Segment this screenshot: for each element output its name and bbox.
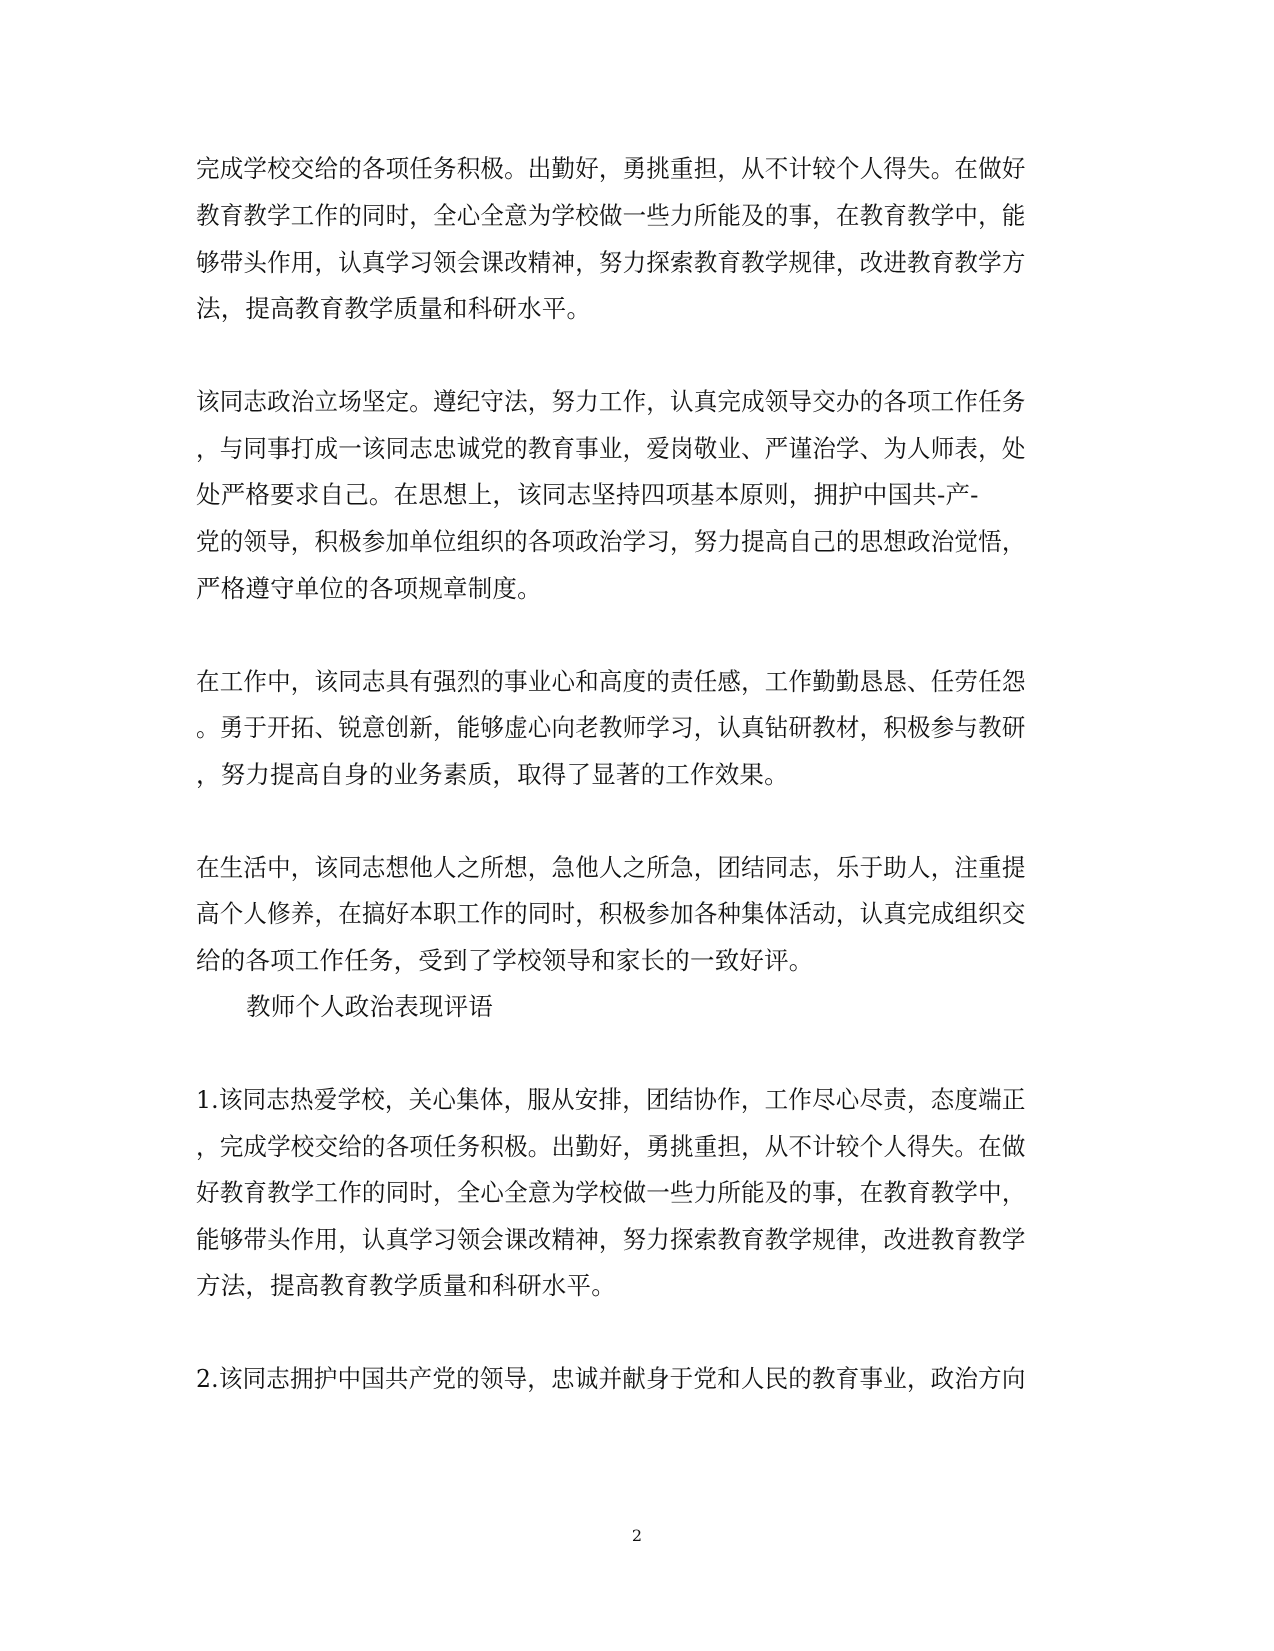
text-line: ，与同事打成一该同志忠诚党的教育事业，爱岗敬业、严谨治学、为人师表，处 bbox=[196, 434, 1026, 463]
text-line: 好教育教学工作的同时，全心全意为学校做一些力所能及的事，在教育教学中， bbox=[196, 1178, 1026, 1207]
text-line: ，努力提高自身的业务素质，取得了显著的工作效果。 bbox=[196, 760, 789, 789]
text-line: 够带头作用，认真学习领会课改精神，努力探索教育教学规律，改进教育教学方 bbox=[196, 248, 1026, 277]
text-line: 给的各项工作任务，受到了学校领导和家长的一致好评。 bbox=[196, 946, 814, 975]
text-line: 高个人修养，在搞好本职工作的同时，积极参加各种集体活动，认真完成组织交 bbox=[196, 899, 1026, 928]
section-heading: 教师个人政治表现评语 bbox=[246, 992, 493, 1021]
text-line: 在工作中，该同志具有强烈的事业心和高度的责任感，工作勤勤恳恳、任劳任怨 bbox=[196, 667, 1026, 696]
text-line: 。勇于开拓、锐意创新，能够虚心向老教师学习，认真钻研教材，积极参与教研 bbox=[196, 713, 1026, 742]
text-line: 严格遵守单位的各项规章制度。 bbox=[196, 574, 542, 603]
text-line: 能够带头作用，认真学习领会课改精神，努力探索教育教学规律，改进教育教学 bbox=[196, 1225, 1026, 1254]
page-number: 2 bbox=[631, 1526, 643, 1545]
text-line: 在生活中，该同志想他人之所想，急他人之所急，团结同志，乐于助人，注重提 bbox=[196, 853, 1026, 882]
text-line: 方法，提高教育教学质量和科研水平。 bbox=[196, 1271, 616, 1300]
text-line: 完成学校交给的各项任务积极。出勤好，勇挑重担，从不计较个人得失。在做好 bbox=[196, 154, 1026, 183]
text-line: 教育教学工作的同时，全心全意为学校做一些力所能及的事，在教育教学中，能 bbox=[196, 201, 1026, 230]
text-line: ，完成学校交给的各项任务积极。出勤好，勇挑重担，从不计较个人得失。在做 bbox=[196, 1132, 1026, 1161]
text-line: 2.该同志拥护中国共产党的领导，忠诚并献身于党和人民的教育事业，政治方向 bbox=[196, 1364, 1026, 1393]
text-line: 法，提高教育教学质量和科研水平。 bbox=[196, 294, 592, 323]
text-line: 1.该同志热爱学校，关心集体，服从安排，团结协作，工作尽心尽责，态度端正 bbox=[196, 1085, 1026, 1114]
text-line: 处严格要求自己。在思想上，该同志坚持四项基本原则，拥护中国共-产- bbox=[196, 480, 979, 509]
text-line: 党的领导，积极参加单位组织的各项政治学习，努力提高自己的思想政治觉悟， bbox=[196, 527, 1026, 556]
text-line: 该同志政治立场坚定。遵纪守法，努力工作，认真完成领导交办的各项工作任务 bbox=[196, 387, 1026, 416]
